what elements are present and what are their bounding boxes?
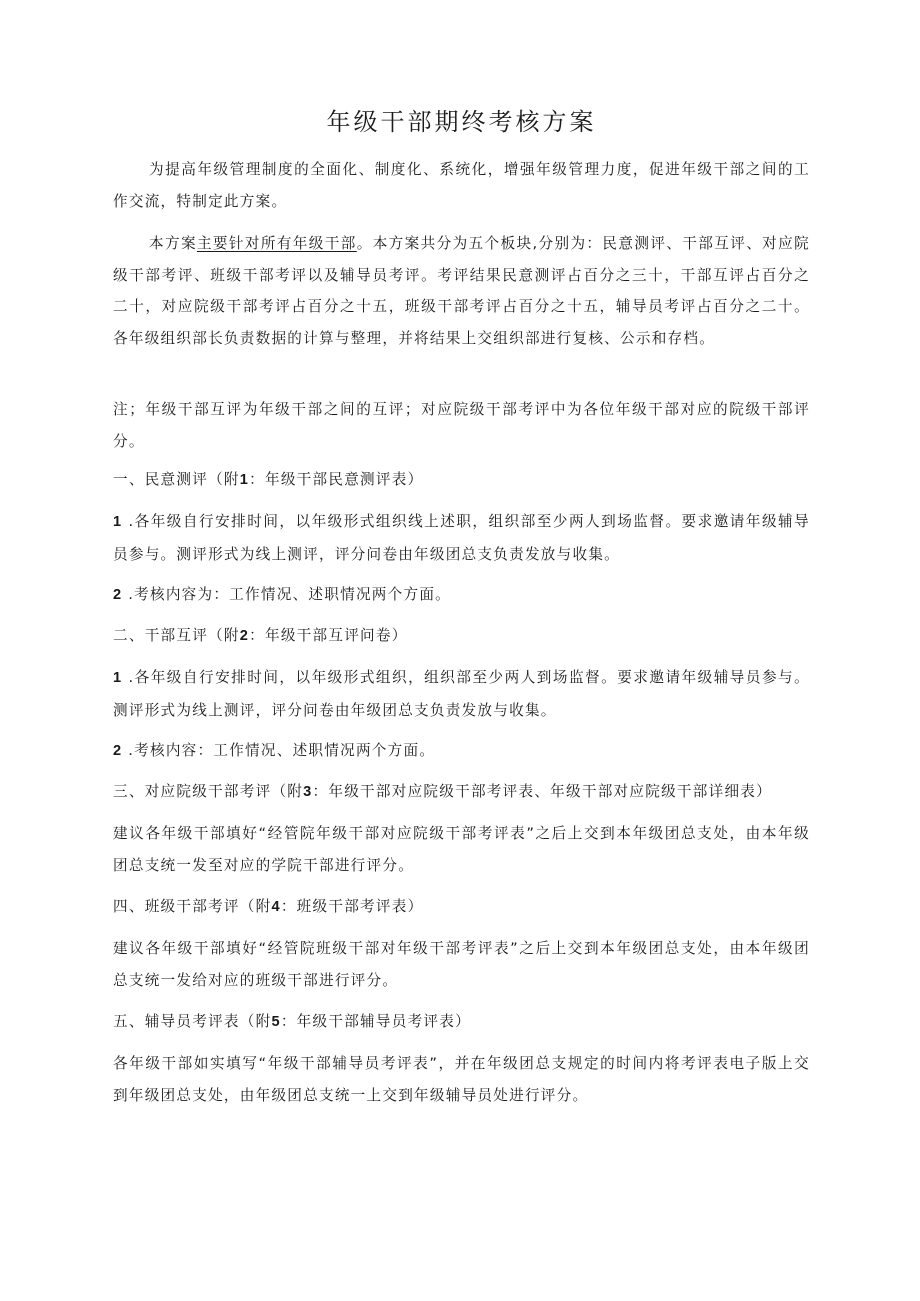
section-3-heading-text: 三、对应院级干部考评（附 bbox=[113, 783, 304, 800]
section-5-attachment-number: 5 bbox=[271, 1014, 281, 1030]
section-5-heading-text: 五、辅导员考评表（附 bbox=[113, 1013, 272, 1030]
scope-rest: 。本方案共分为五个板块,分别为：民意测评、干部互评、对应院级干部考评、班级干部考评以及辅导员考评。考评结果民意测评占百分之三十，干部互评占百分之二十，对应院级干部考评占百分之十五，班级干部考评占百分之十五，辅导员考评占百分之二十。各年级组织部长负责数据的计算与整理，并将结果上交组织部进行复核、公示和存档。 bbox=[113, 235, 810, 347]
section-3-heading bbox=[113, 776, 810, 809]
section-1-heading-text: 一、民意测评（附 bbox=[113, 471, 240, 488]
section-3-heading-suffix: ：年级干部对应院级干部考评表、年级干部对应院级干部详细表） bbox=[312, 783, 772, 800]
section-5-body: 各年级干部如实填写“年级干部辅导员考评表”，并在年级团总支规定的时间内将考评表电子版上交到年级团总支处，由年级团总支统一上交到年级辅导员处进行评分。 bbox=[113, 1055, 810, 1104]
section-1-item-1 bbox=[113, 506, 810, 570]
section-3-attachment-number: 3 bbox=[303, 784, 313, 800]
document-title: 年级干部期终考核方案 bbox=[326, 108, 597, 136]
section-2-item-1-text: .各年级自行安排时间，以年级形式组织，组织部至少两人到场监督。要求邀请年级辅导员参与。测评形式为线上测评，评分问卷由年级团总支负责发放与收集。 bbox=[113, 669, 810, 719]
section-2-attachment-number: 2 bbox=[239, 628, 250, 644]
section-5-heading bbox=[113, 1006, 810, 1039]
section-4-heading bbox=[113, 891, 810, 924]
section-1-heading bbox=[113, 464, 810, 497]
section-2-item-1 bbox=[113, 662, 810, 726]
section-1-item-2 bbox=[113, 579, 810, 612]
section-2-item-2-number: 2 bbox=[113, 743, 123, 759]
section-1-item-1-text: .各年级自行安排时间，以年级形式组织线上述职，组织部至少两人到场监督。要求邀请年级辅导员参与。测评形式为线上测评，评分问卷由年级团总支负责发放与收集。 bbox=[113, 513, 810, 563]
section-5-heading-suffix: ：年级干部辅导员考评表） bbox=[280, 1013, 471, 1030]
section-1-item-1-number: 1 bbox=[113, 514, 123, 530]
section-4-body: 建议各年级干部填好“经管院班级干部对年级干部考评表”之后上交到本年级团总支处，由本年级团总支统一发给对应的班级干部进行评分。 bbox=[113, 940, 810, 989]
note-paragraph: 注；年级干部互评为年级干部之间的互评；对应院级干部考评中为各位年级干部对应的院级干部评分。 bbox=[113, 401, 810, 450]
section-2-item-1-number: 1 bbox=[113, 670, 123, 686]
section-1-item-2-number: 2 bbox=[113, 587, 123, 603]
section-1-attachment-number: 1 bbox=[239, 472, 250, 488]
section-2-heading bbox=[113, 620, 810, 653]
section-2-item-2-text: .考核内容：工作情况、述职情况两个方面。 bbox=[122, 742, 436, 759]
section-1-heading-suffix: ：年级干部民意测评表） bbox=[249, 471, 424, 488]
section-3-body: 建议各年级干部填好“经管院年级干部对应院级干部考评表”之后上交到本年级团总支处，由本年级团总支统一发至对应的学院干部进行评分。 bbox=[113, 825, 810, 874]
scope-prefix: 本方案 bbox=[149, 235, 197, 252]
section-4-attachment-number: 4 bbox=[271, 899, 281, 915]
section-1-item-2-text: .考核内容为：工作情况、述职情况两个方面。 bbox=[122, 586, 452, 603]
intro-paragraph: 为提高年级管理制度的全面化、制度化、系统化，增强年级管理力度，促进年级干部之间的工作交流，特制定此方案。 bbox=[113, 161, 810, 210]
section-2-heading-suffix: ：年级干部互评问卷） bbox=[249, 627, 408, 644]
section-2-heading-text: 二、干部互评（附 bbox=[113, 627, 240, 644]
section-2-item-2 bbox=[113, 735, 810, 768]
scope-paragraph bbox=[113, 228, 810, 354]
scope-underlined-text: 主要针对所有年级干部 bbox=[196, 235, 357, 252]
section-4-heading-text: 四、班级干部考评（附 bbox=[113, 898, 272, 915]
section-4-heading-suffix: ：班级干部考评表） bbox=[280, 898, 424, 915]
